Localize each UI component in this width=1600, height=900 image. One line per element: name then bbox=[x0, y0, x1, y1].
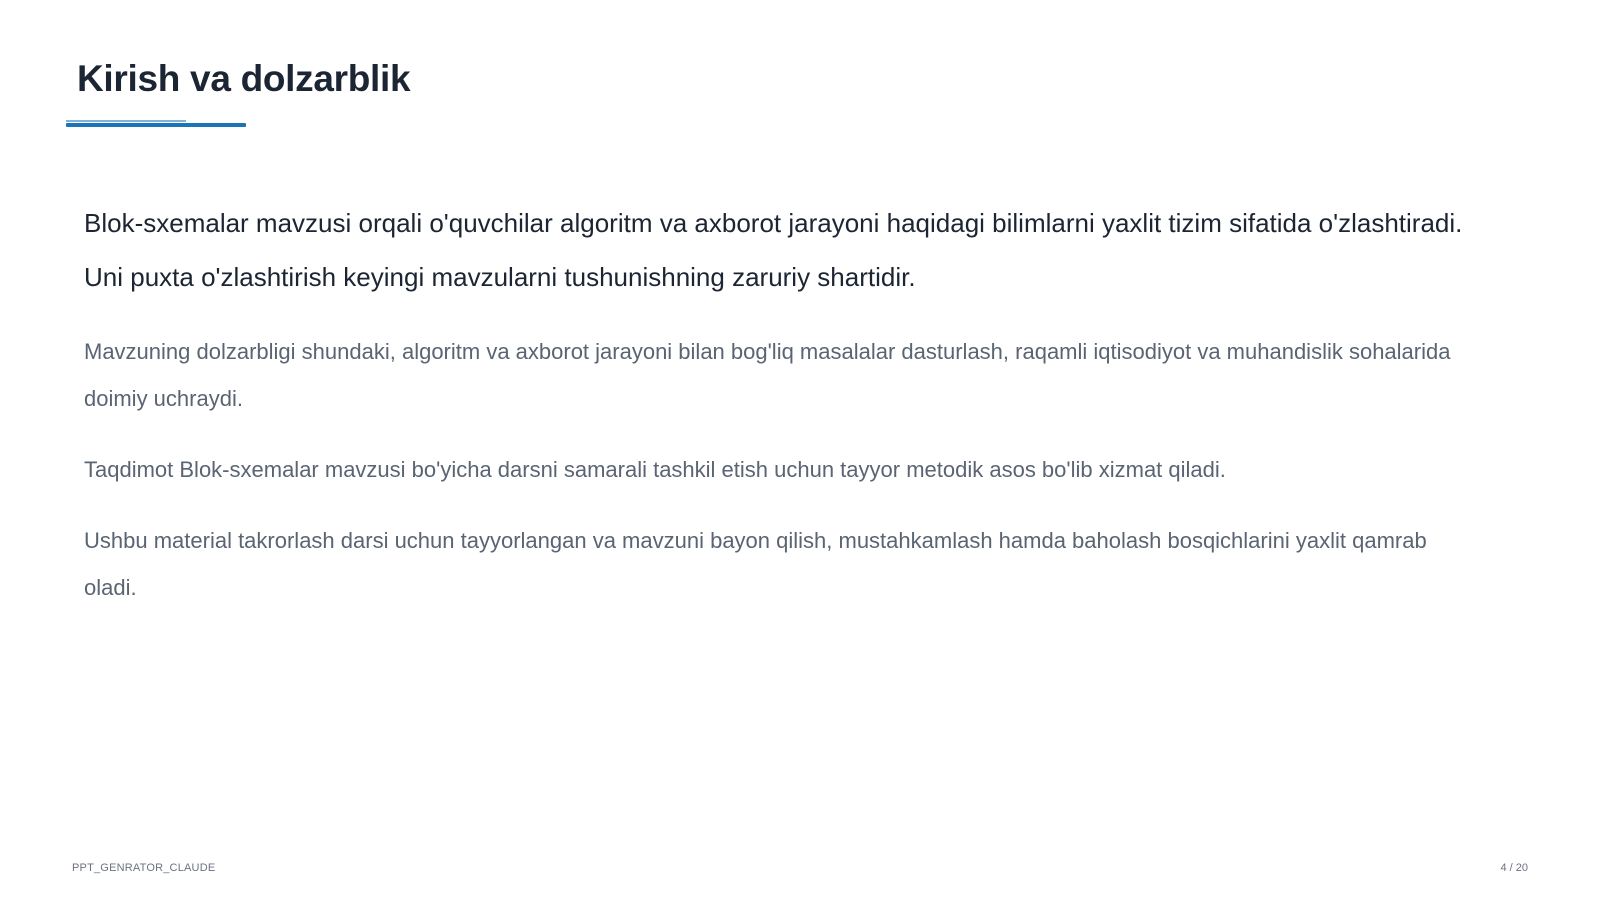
body-paragraph-purpose: Taqdimot Blok-sxemalar mavzusi bo'yicha darsni samarali tashkil etish uchun tayyor metodik asos bo'lib xizmat qiladi. bbox=[84, 457, 1226, 482]
footer-brand: PPT_GENRATOR_CLAUDE bbox=[72, 862, 216, 874]
title-underline bbox=[66, 123, 246, 127]
slide-title: Kirish va dolzarblik bbox=[77, 58, 411, 99]
page-number: 4 / 20 bbox=[1500, 862, 1528, 874]
lead-paragraph: Blok-sxemalar mavzusi orqali o'quvchilar algoritm va axborot jarayoni haqidagi bilimlarni yaxlit tizim sifatida o'zlashtiradi. Uni puxta o'zlashtirish keyingi mavzularni tushunishning zaruriy shartidir. bbox=[84, 208, 1463, 292]
body-paragraph-relevance: Mavzuning dolzarbligi shundaki, algoritm va axborot jarayoni bilan bog'liq masalalar dasturlash, raqamli iqtisodiyot va muhandislik sohalarida doimiy uchraydi. bbox=[84, 339, 1451, 411]
slide-content bbox=[84, 196, 1484, 635]
body-paragraph-scope: Ushbu material takrorlash darsi uchun tayyorlangan va mavzuni bayon qilish, mustahkamlash hamda baholash bosqichlarini yaxlit qamrab oladi. bbox=[84, 528, 1427, 600]
title-underline-accent bbox=[66, 120, 186, 122]
